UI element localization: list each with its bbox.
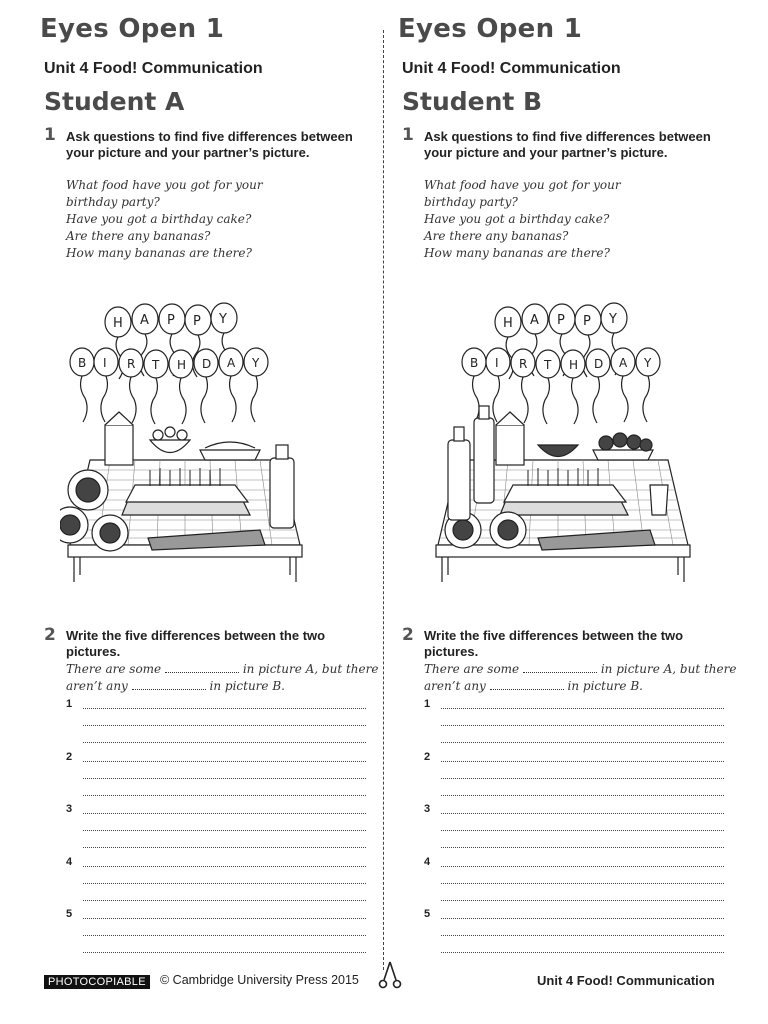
balloon-letter: Y	[609, 312, 617, 327]
answer-line[interactable]	[441, 883, 724, 884]
example-line: What food have you got for your	[66, 178, 263, 192]
book-title: Eyes Open 1	[40, 14, 225, 44]
balloon-letter: P	[193, 314, 201, 329]
answer-line[interactable]	[441, 830, 724, 831]
balloon-letter: A	[140, 313, 149, 328]
example-line: birthday party?	[424, 195, 518, 209]
bananas-plate	[200, 442, 260, 460]
example-text: There are some	[66, 662, 162, 676]
example-text: There are some	[424, 662, 520, 676]
answer-row	[66, 698, 366, 751]
answer-row	[424, 698, 724, 751]
answer-line[interactable]	[83, 708, 366, 709]
footer-unit-line: Unit 4 Food! Communication	[537, 973, 715, 988]
answer-row	[66, 751, 366, 804]
balloon-letter: D	[594, 357, 604, 371]
example-line: birthday party?	[66, 195, 160, 209]
answer-line[interactable]	[441, 742, 724, 743]
blank	[165, 662, 239, 673]
answer-line[interactable]	[441, 725, 724, 726]
answer-line[interactable]	[441, 935, 724, 936]
answer-line[interactable]	[83, 847, 366, 848]
blank	[490, 679, 564, 690]
balloon-letter: A	[530, 313, 539, 328]
question-2-instruction: Write the five differences between the two pictures.	[424, 628, 684, 659]
answer-line[interactable]	[441, 866, 724, 867]
balloon-letter: Y	[219, 312, 227, 327]
glass	[650, 485, 668, 515]
answer-line[interactable]	[441, 778, 724, 779]
question-1-examples	[424, 177, 724, 262]
student-label: Student A	[44, 87, 185, 116]
balloons-bottom	[70, 348, 268, 424]
book-title: Eyes Open 1	[398, 14, 583, 44]
unit-line: Unit 4 Food! Communication	[402, 60, 621, 77]
copyright-text: © Cambridge University Press 2015	[160, 973, 359, 987]
example-text: in picture A, but there	[600, 662, 737, 676]
balloon-letter: P	[167, 313, 175, 328]
answer-row	[424, 751, 724, 804]
answer-line[interactable]	[441, 761, 724, 762]
answer-line[interactable]	[441, 795, 724, 796]
food-bowl	[538, 445, 578, 457]
balloon-letter: I	[495, 356, 499, 370]
balloons-bottom	[462, 348, 660, 424]
answer-number: 3	[424, 803, 431, 815]
example-text: in picture B.	[567, 679, 643, 693]
answer-number: 1	[424, 698, 431, 710]
balloon-letter: A	[227, 356, 236, 370]
juice-carton	[105, 412, 133, 465]
example-text: aren’t any	[66, 679, 128, 693]
balloon-letter: H	[503, 316, 513, 331]
photocopiable-badge: PHOTOCOPIABLE	[44, 975, 150, 989]
answer-line[interactable]	[83, 935, 366, 936]
answer-row	[424, 908, 724, 961]
example-line: How many bananas are there?	[66, 246, 252, 260]
answer-row	[66, 856, 366, 909]
answer-row	[424, 856, 724, 909]
answer-line[interactable]	[83, 866, 366, 867]
example-line: What food have you got for your	[424, 178, 621, 192]
balloon-letter: R	[519, 357, 528, 371]
answer-area	[424, 698, 724, 961]
answer-number: 1	[66, 698, 73, 710]
cut-line	[383, 30, 384, 970]
answer-line[interactable]	[441, 952, 724, 953]
answer-line[interactable]	[441, 708, 724, 709]
balloon-letter: A	[619, 356, 628, 370]
blank	[132, 679, 206, 690]
answer-line[interactable]	[441, 918, 724, 919]
answer-number: 5	[66, 908, 73, 920]
answer-line[interactable]	[83, 883, 366, 884]
example-text: in picture A, but there	[242, 662, 379, 676]
answer-line[interactable]	[441, 813, 724, 814]
example-line: Have you got a birthday cake?	[66, 212, 252, 226]
answer-area	[66, 698, 366, 961]
question-1-instruction: Ask questions to find five differences between your picture and your partner’s picture.	[66, 129, 353, 160]
student-label: Student B	[402, 87, 543, 116]
balloon-letter: H	[569, 358, 579, 372]
apples-plate	[593, 433, 653, 460]
question-1-examples	[66, 177, 366, 262]
answer-line[interactable]	[83, 900, 366, 901]
question-number: 2	[44, 625, 56, 645]
scissors-icon	[378, 960, 402, 990]
balloon-letter: I	[103, 356, 107, 370]
question-1-instruction: Ask questions to find five differences between your picture and your partner’s picture.	[424, 129, 711, 160]
balloon-letter: P	[583, 314, 591, 329]
answer-line[interactable]	[83, 952, 366, 953]
food-bowl	[150, 427, 190, 453]
balloon-letter: B	[470, 356, 479, 370]
answer-line[interactable]	[441, 847, 724, 848]
example-line: Have you got a birthday cake?	[424, 212, 610, 226]
answer-line[interactable]	[83, 813, 366, 814]
question-number: 2	[402, 625, 414, 645]
balloon-letter: B	[78, 356, 87, 370]
balloon-letter: H	[113, 316, 123, 331]
balloon-letter: H	[177, 358, 187, 372]
balloon-letter: P	[557, 313, 565, 328]
example-text: in picture B.	[209, 679, 285, 693]
balloon-letter: T	[152, 358, 160, 372]
answer-line[interactable]	[441, 900, 724, 901]
unit-line: Unit 4 Food! Communication	[44, 60, 263, 77]
answer-line[interactable]	[83, 918, 366, 919]
question-2-example	[424, 661, 737, 695]
juice-carton	[496, 412, 524, 465]
answer-number: 2	[424, 750, 431, 763]
answer-number: 3	[66, 803, 73, 815]
party-picture-a	[60, 290, 350, 590]
balloon-letter: T	[544, 358, 552, 372]
water-bottle	[270, 445, 294, 528]
answer-line[interactable]	[83, 830, 366, 831]
balloon-letter: Y	[252, 356, 260, 370]
blank	[523, 662, 597, 673]
answer-line[interactable]	[83, 725, 366, 726]
balloon-letter: R	[127, 357, 136, 371]
balloon-letter: Y	[644, 356, 652, 370]
answer-line[interactable]	[83, 778, 366, 779]
answer-number: 4	[66, 855, 73, 868]
balloon-letter: D	[202, 357, 212, 371]
answer-number: 5	[424, 908, 431, 920]
question-2-instruction: Write the five differences between the two pictures.	[66, 628, 326, 659]
example-line: Are there any bananas?	[424, 229, 569, 243]
example-line: How many bananas are there?	[424, 246, 610, 260]
answer-line[interactable]	[83, 795, 366, 796]
answer-number: 2	[66, 750, 73, 763]
example-text: aren’t any	[424, 679, 486, 693]
question-2-example	[66, 661, 379, 695]
answer-line[interactable]	[83, 761, 366, 762]
answer-number: 4	[424, 855, 431, 868]
party-picture-b	[418, 290, 708, 590]
answer-row	[66, 908, 366, 961]
answer-line[interactable]	[83, 742, 366, 743]
question-number: 1	[402, 125, 414, 145]
answer-row	[66, 803, 366, 856]
answer-row	[424, 803, 724, 856]
example-line: Are there any bananas?	[66, 229, 211, 243]
question-number: 1	[44, 125, 56, 145]
